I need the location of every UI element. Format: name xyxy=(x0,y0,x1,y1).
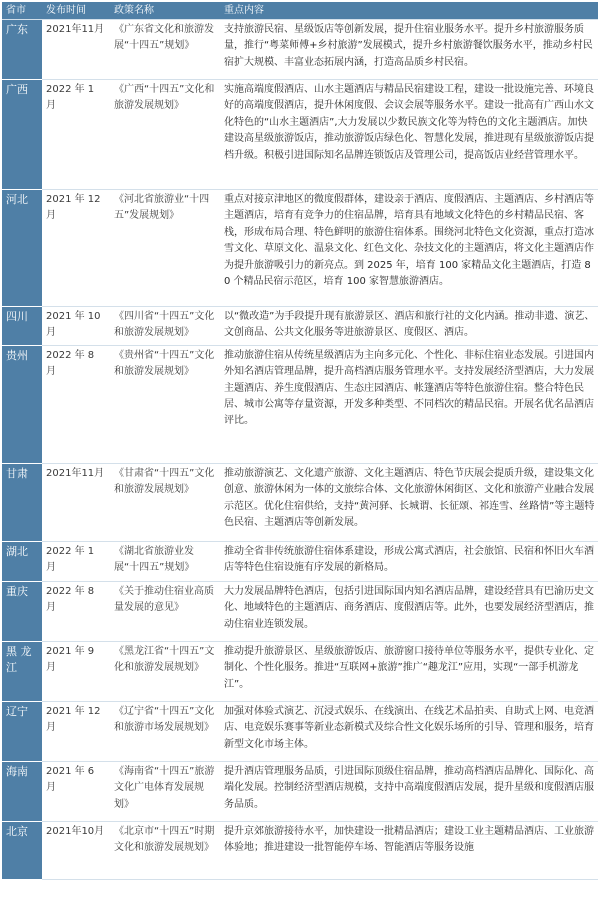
table-row xyxy=(2,761,598,821)
content-cell: 提升酒店管理服务品质，引进国际顶级住宿品牌，推动高档酒店品牌化、国际化、高端化发展。控制经济型酒店规模，支持中高端度假酒店发展，提升星级和度假酒店服务品质。 xyxy=(220,761,598,821)
province-cell: 广东 xyxy=(2,20,42,80)
date-cell: 2021 年 12 月 xyxy=(42,701,110,761)
province-cell: 黑 龙 江 xyxy=(2,641,42,701)
table-row xyxy=(2,463,598,541)
table-header-row xyxy=(2,2,598,20)
table-row xyxy=(2,190,598,307)
province-cell: 北京 xyxy=(2,821,42,879)
header-policy: 政策名称 xyxy=(110,2,220,20)
date-cell: 2022 年 1 月 xyxy=(42,80,110,190)
table-row xyxy=(2,821,598,879)
date-cell: 2021 年 9 月 xyxy=(42,641,110,701)
date-cell: 2021 年 6 月 xyxy=(42,761,110,821)
province-cell: 广西 xyxy=(2,80,42,190)
date-cell: 2021年10月 xyxy=(42,821,110,879)
date-cell: 2021年11月 xyxy=(42,463,110,541)
province-cell: 贵州 xyxy=(2,345,42,463)
content-cell: 大力发展品牌特色酒店，包括引进国际国内知名酒店品牌，建设经营具有巴渝历史文化、地域特色的主题酒店、商务酒店、度假酒店等。此外，也要发展经济型酒店，推动住宿业连锁发展。 xyxy=(220,581,598,641)
content-cell: 提升京郊旅游接待水平，加快建设一批精品酒店；建设工业主题精品酒店、工业旅游体验地；推进建设一批智能停车场、智能酒店等服务设施 xyxy=(220,821,598,879)
table-row xyxy=(2,80,598,190)
province-cell: 四川 xyxy=(2,307,42,346)
province-cell: 辽宁 xyxy=(2,701,42,761)
content-cell: 以“微改造”为手段提升现有旅游景区、酒店和旅行社的文化内涵。推动非遗、演艺、文创商品、公共文化服务等进旅游景区、度假区、酒店。 xyxy=(220,307,598,346)
date-cell: 2021年11月 xyxy=(42,20,110,80)
policy-name-cell: 《广东省文化和旅游发展“十四五”规划》 xyxy=(110,20,220,80)
policy-name-cell: 《贵州省“十四五”文化和旅游发展规划》 xyxy=(110,345,220,463)
province-cell: 湖北 xyxy=(2,541,42,581)
header-date: 发布时间 xyxy=(42,2,110,20)
policy-name-cell: 《北京市“十四五”时期文化和旅游发展规划》 xyxy=(110,821,220,879)
date-cell: 2022 年 1 月 xyxy=(42,541,110,581)
content-cell: 支持旅游民宿、星级饭店等创新发展，提升住宿业服务水平。提升乡村旅游服务质量，推行“粤菜师傅+乡村旅游”发展模式，提升乡村旅游餐饮服务水平，推动乡村民宿扩大规模、丰富业态拓展内涵，打造高品质乡村民宿。 xyxy=(220,20,598,80)
content-cell: 推动全省非传统旅游住宿体系建设，形成公寓式酒店，社会旅馆、民宿和怀旧火车酒店等特色住宿设施有序发展的新格局。 xyxy=(220,541,598,581)
policy-name-cell: 《海南省“十四五”旅游文化广电体育发展规划》 xyxy=(110,761,220,821)
content-cell: 推动提升旅游景区、星级旅游饭店、旅游窗口接待单位等服务水平，提供专业化、定制化、个性化服务。推进“互联网+旅游”推广“趣龙江”应用，实现“一部手机游龙江”。 xyxy=(220,641,598,701)
table-row xyxy=(2,345,598,463)
table-row xyxy=(2,307,598,346)
province-cell: 甘肃 xyxy=(2,463,42,541)
table-row xyxy=(2,20,598,80)
province-cell: 重庆 xyxy=(2,581,42,641)
province-cell: 海南 xyxy=(2,761,42,821)
date-cell: 2021 年 12 月 xyxy=(42,190,110,307)
content-cell: 重点对接京津地区的微度假群体，建设亲于酒店、度假酒店、主题酒店、乡村酒店等主题酒店，培育有竞争力的住宿品牌，培育具有地域文化特色的乡村精品民宿、客栈，形成布局合理、特色鲜明的旅游住宿体系。围绕河北特色文化资源，重点打造冰雪文化、草原文化、温泉文化、红色文化、杂技文化的主题酒店，将文化主题酒店作为提升旅游吸引力的新亮点。到 2025 年，培育 100 家精品文化主题酒店，打造 80 个精品民宿示范区，培育 100 家智慧旅游酒店。 xyxy=(220,190,598,307)
table-row xyxy=(2,541,598,581)
policy-name-cell: 《广西“十四五”文化和旅游发展规划》 xyxy=(110,80,220,190)
province-cell: 河北 xyxy=(2,190,42,307)
content-cell: 推动旅游演艺、文化遗产旅游、文化主题酒店、特色节庆展会提质升级，建设集文化创意、旅游休闲为一体的文旅综合体、文化旅游休闲街区、文化和旅游产业融合发展示范区。优化住宿供给，支持“黄河驿、长城谓、长征颂、祁连雪、丝路情”等主题特色民宿、主题酒店等创新发展。 xyxy=(220,463,598,541)
content-cell: 加强对体验式演艺、沉浸式娱乐、在线演出、在线艺术品拍卖、自助式上网、电竞酒店、电竞娱乐赛事等新业态新模式及综合性文化娱乐场所的引导、管理和服务，培育新型文化市场主体。 xyxy=(220,701,598,761)
policy-name-cell: 《辽宁省“十四五”文化和旅游市场发展规划》 xyxy=(110,701,220,761)
date-cell: 2021 年 10 月 xyxy=(42,307,110,346)
header-province: 省市 xyxy=(2,2,42,20)
policy-table xyxy=(2,2,598,880)
table-row xyxy=(2,581,598,641)
policy-name-cell: 《甘肃省“十四五”文化和旅游发展规划》 xyxy=(110,463,220,541)
date-cell: 2022 年 8 月 xyxy=(42,581,110,641)
policy-name-cell: 《黑龙江省“十四五”文化和旅游发展规划》 xyxy=(110,641,220,701)
table-row xyxy=(2,701,598,761)
policy-name-cell: 《四川省“十四五”文化和旅游发展规划》 xyxy=(110,307,220,346)
policy-name-cell: 《河北省旅游业“十四五”发展规划》 xyxy=(110,190,220,307)
policy-name-cell: 《湖北省旅游业发展“十四五”规划》 xyxy=(110,541,220,581)
header-content: 重点内容 xyxy=(220,2,598,20)
content-cell: 推动旅游住宿从传统星级酒店为主向多元化、个性化、非标住宿业态发展。引进国内外知名酒店管理品牌，提升高档酒店服务管理水平。支持发展经济型酒店，大力发展主题酒店、养生度假酒店、生态庄园酒店、帐篷酒店等特色旅游住宿。整合特色民居、城市公寓等存量资源，开发多种类型、不同档次的精品民宿。开展名优名品酒店评比。 xyxy=(220,345,598,463)
table-row xyxy=(2,641,598,701)
content-cell: 实施高端度假酒店、山水主题酒店与精品民宿建设工程，建设一批设施完善、环境良好的高端度假酒店，提升休闲度假、会议会展等服务水平。建设一批高有广西山水文化特色的“山水主题酒店”,大力发展以少数民族文化等为特色的文化主题酒店。加快建设高星级旅游饭店，推动旅游饭店绿色化、智慧化发展，推进现有星级旅游饭店提档升级。积极引进国际知名品牌连锁饭店及管理公司，提高饭店业经营管理水平。 xyxy=(220,80,598,190)
date-cell: 2022 年 8 月 xyxy=(42,345,110,463)
policy-name-cell: 《关于推动住宿业高质量发展的意见》 xyxy=(110,581,220,641)
